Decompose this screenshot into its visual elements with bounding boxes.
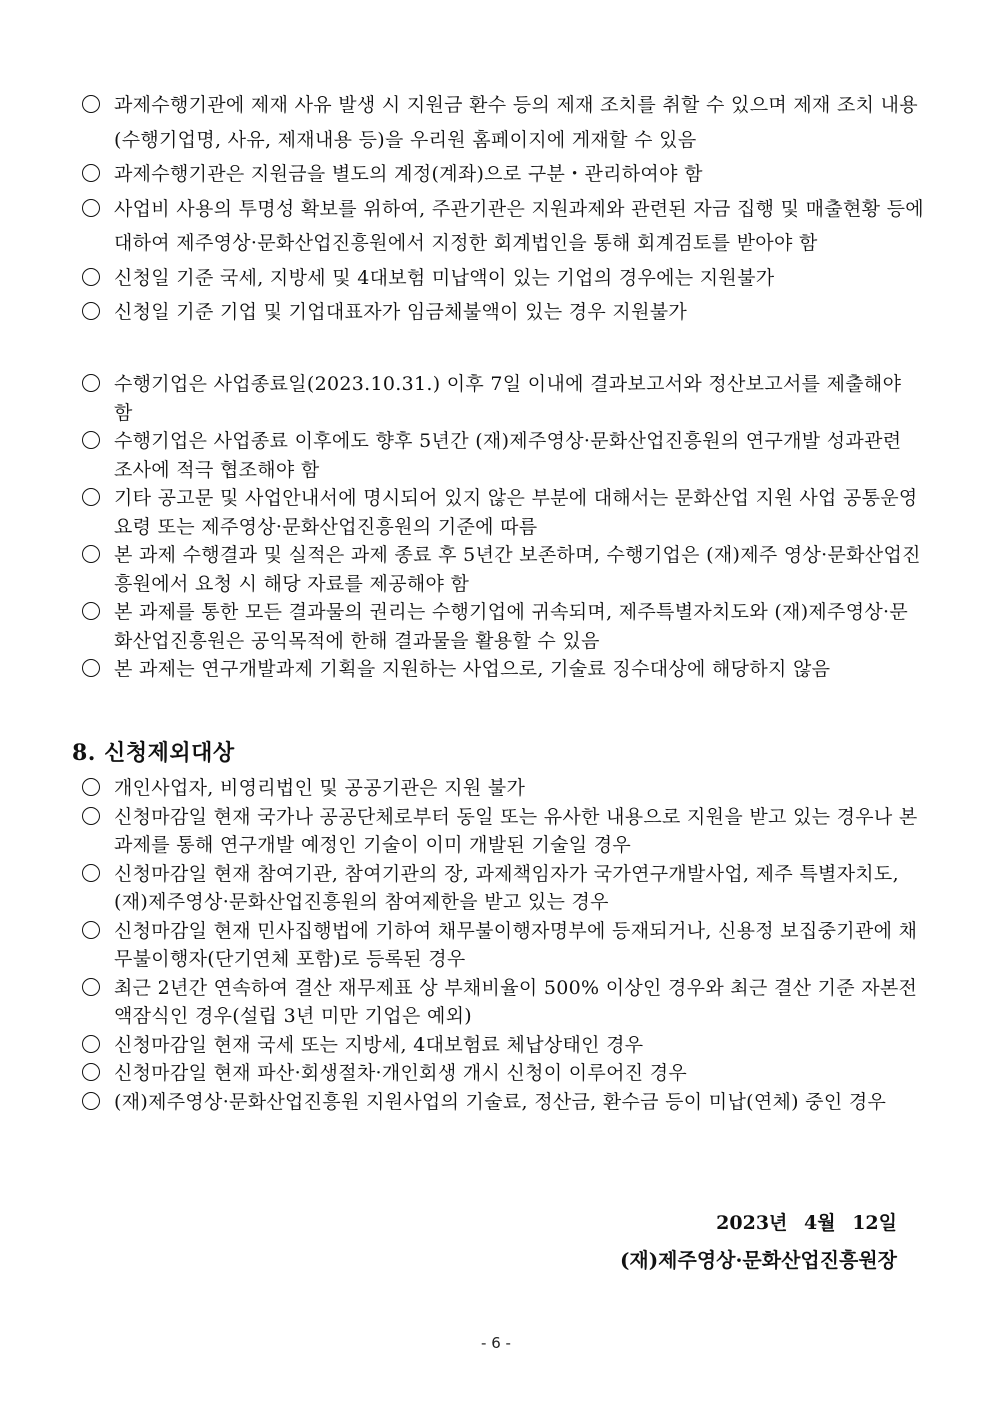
notice-list — [80, 88, 925, 330]
notice-item — [80, 427, 925, 484]
notice-text: 신청일 기준 국세, 지방세 및 4대보험 미납액이 있는 기업의 경우에는 지원불가 — [114, 266, 775, 289]
exclusion-item — [80, 917, 925, 974]
circle-bullet-icon — [82, 598, 106, 627]
exclusion-text: 신청마감일 현재 국가나 공공단체로부터 동일 또는 유사한 내용으로 지원을 받고 있는 경우나 본 과제를 통해 연구개발 예정인 기술이 이미 개발된 기술일 경우 — [114, 805, 918, 856]
notice-item — [80, 192, 925, 261]
circle-bullet-icon — [82, 1031, 106, 1060]
notice-text: 과제수행기관은 지원금을 별도의 계정(계좌)으로 구분・관리하여야 함 — [114, 163, 703, 185]
notice-item — [80, 261, 925, 296]
notice-list-continued — [80, 370, 925, 684]
exclusion-text: 신청마감일 현재 참여기관, 참여기관의 장, 과제책임자가 국가연구개발사업, 제주 특별자치도, (재)제주영상·문화산업진흥원의 참여제한을 받고 있는 경우 — [114, 862, 899, 913]
circle-bullet-icon — [82, 541, 106, 570]
circle-bullet-icon — [82, 192, 106, 227]
notice-text: 수행기업은 사업종료일(2023.10.31.) 이후 7일 이내에 결과보고서와 정산보고서를 제출해야 함 — [114, 373, 902, 424]
exclusion-item — [80, 1088, 925, 1117]
exclusion-item — [80, 803, 925, 860]
notice-item — [80, 295, 925, 330]
circle-bullet-icon — [82, 261, 106, 296]
notice-text: 본 과제를 통한 모든 결과물의 권리는 수행기업에 귀속되며, 제주특별자치도와 (재)제주영상·문화산업진흥원은 공익목적에 한해 결과물을 활용할 수 있음 — [114, 601, 909, 652]
notice-item — [80, 484, 925, 541]
circle-bullet-icon — [82, 655, 106, 684]
notice-text: 수행기업은 사업종료 이후에도 향후 5년간 (재)제주영상·문화산업진흥원의 연구개발 성과관련 조사에 적극 협조해야 함 — [114, 430, 902, 481]
circle-bullet-icon — [82, 1059, 106, 1088]
circle-bullet-icon — [82, 860, 106, 889]
circle-bullet-icon — [82, 917, 106, 946]
circle-bullet-icon — [82, 157, 106, 192]
notice-item — [80, 88, 925, 157]
notice-item — [80, 541, 925, 598]
exclusion-item — [80, 1031, 925, 1060]
notice-text: 사업비 사용의 투명성 확보를 위하여, 주관기관은 지원과제와 관련된 자금 집행 및 매출현황 등에 대하여 제주영상·문화산업진흥원에서 지정한 회계법인을 통해 회계검토를 받아야 함 — [114, 197, 924, 254]
exclusion-text: 최근 2년간 연속하여 결산 재무제표 상 부채비율이 500% 이상인 경우와 최근 결산 기준 자본전액잠식인 경우(설립 3년 미만 기업은 예외) — [114, 976, 918, 1027]
circle-bullet-icon — [82, 1088, 106, 1117]
circle-bullet-icon — [82, 295, 106, 330]
circle-bullet-icon — [82, 803, 106, 832]
exclusion-list — [80, 774, 925, 1116]
circle-bullet-icon — [82, 370, 106, 399]
exclusion-item — [80, 860, 925, 917]
notice-text: 본 과제 수행결과 및 실적은 과제 종료 후 5년간 보존하며, 수행기업은 (재)제주 영상·문화산업진흥원에서 요청 시 해당 자료를 제공해야 함 — [114, 544, 921, 595]
exclusion-item — [80, 774, 925, 803]
circle-bullet-icon — [82, 774, 106, 803]
circle-bullet-icon — [82, 88, 106, 123]
issuer-name: (재)제주영상·문화산업진흥원장 — [619, 1248, 897, 1272]
announcement-date: 2023년 4월 12일 — [716, 1212, 897, 1234]
exclusion-text: 신청마감일 현재 국세 또는 지방세, 4대보험료 체납상태인 경우 — [114, 1033, 644, 1056]
exclusion-item — [80, 1059, 925, 1088]
notice-text: 기타 공고문 및 사업안내서에 명시되어 있지 않은 부분에 대해서는 문화산업 지원 사업 공통운영요령 또는 제주영상·문화산업진흥원의 기준에 따름 — [114, 487, 918, 538]
circle-bullet-icon — [82, 974, 106, 1003]
notice-item — [80, 598, 925, 655]
exclusion-item — [80, 974, 925, 1031]
notice-text: 본 과제는 연구개발과제 기획을 지원하는 사업으로, 기술료 징수대상에 해당하지 않음 — [114, 658, 831, 680]
section-heading: 8. 신청제외대상 — [72, 740, 235, 766]
circle-bullet-icon — [82, 484, 106, 513]
notice-item — [80, 655, 925, 684]
notice-item — [80, 157, 925, 192]
exclusion-text: 신청마감일 현재 파산·회생절차·개인회생 개시 신청이 이루어진 경우 — [114, 1062, 688, 1084]
exclusion-text: (재)제주영상·문화산업진흥원 지원사업의 기술료, 정산금, 환수금 등이 미납(연체) 중인 경우 — [114, 1090, 887, 1113]
notice-item — [80, 370, 925, 427]
exclusion-text: 신청마감일 현재 민사집행법에 기하여 채무불이행자명부에 등재되거나, 신용정 보집중기관에 채무불이행자(단기연체 포함)로 등록된 경우 — [114, 919, 918, 970]
notice-text: 과제수행기관에 제재 사유 발생 시 지원금 환수 등의 제재 조치를 취할 수 있으며 제재 조치 내용(수행기업명, 사유, 제재내용 등)을 우리원 홈페이지에 게재할 수 있음 — [114, 94, 918, 151]
page-number: - 6 - — [481, 1334, 511, 1352]
exclusion-text: 개인사업자, 비영리법인 및 공공기관은 지원 불가 — [114, 777, 526, 799]
circle-bullet-icon — [82, 427, 106, 456]
notice-text: 신청일 기준 기업 및 기업대표자가 임금체불액이 있는 경우 지원불가 — [114, 301, 688, 323]
